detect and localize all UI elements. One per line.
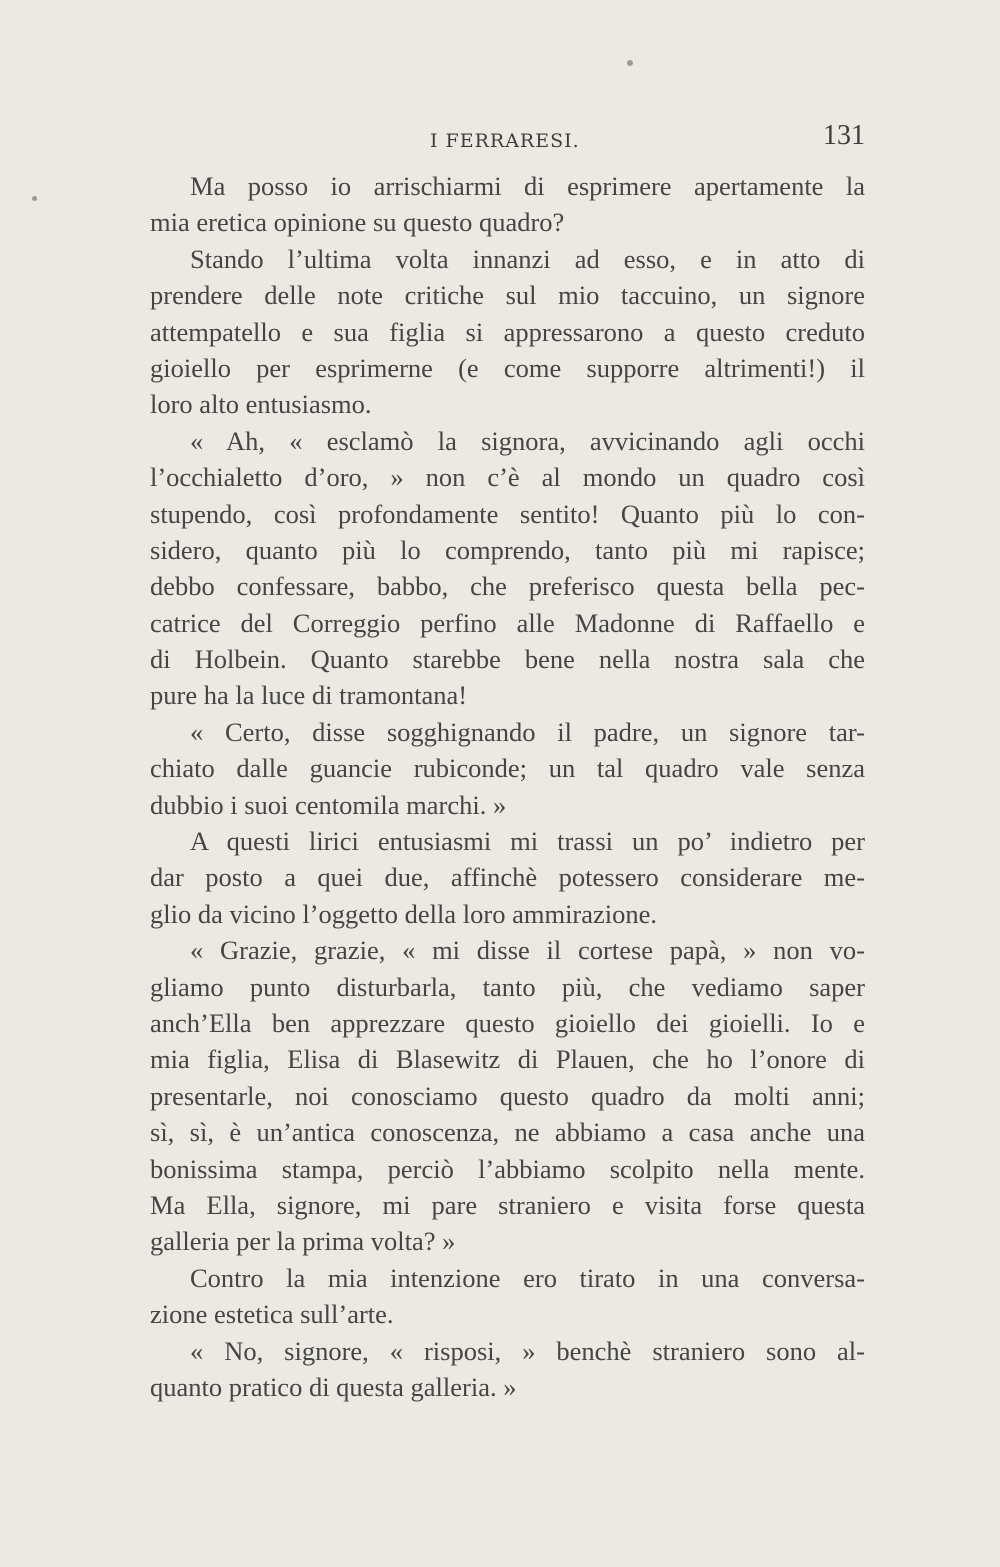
text-line: debbo confessare, babbo, che preferisco questa bella pec- bbox=[150, 571, 865, 602]
body-text bbox=[150, 168, 865, 1405]
text-line: anch’Ella ben apprezzare questo gioiello dei gioielli. Io e bbox=[150, 1007, 865, 1038]
text-line: catrice del Correggio perfino alle Madonne di Raffaello e bbox=[150, 607, 865, 638]
text-line: sì, sì, è un’antica conoscenza, ne abbiamo a casa anche una bbox=[150, 1117, 865, 1148]
text-line: pure ha la luce di tramontana! bbox=[150, 680, 468, 711]
text-line: stupendo, così profondamente sentito! Quanto più lo con- bbox=[150, 498, 865, 529]
text-line: Ma posso io arrischiarmi di esprimere apertamente la bbox=[190, 171, 865, 201]
text-line: bonissima stampa, perciò l’abbiamo scolpito nella mente. bbox=[150, 1153, 865, 1184]
text-line: Ma Ella, signore, mi pare straniero e visita forse questa bbox=[150, 1189, 865, 1220]
ink-speck bbox=[32, 196, 37, 201]
text-line: quanto pratico di questa galleria. » bbox=[150, 1371, 517, 1402]
text-line: zione estetica sull’arte. bbox=[150, 1299, 394, 1330]
text-line: Contro la mia intenzione ero tirato in una conversa- bbox=[190, 1262, 865, 1293]
page-header bbox=[150, 120, 865, 156]
text-line: gliamo punto disturbarla, tanto più, che vediamo saper bbox=[150, 971, 865, 1002]
text-line: sidero, quanto più lo comprendo, tanto più mi rapisce; bbox=[150, 534, 865, 565]
text-line: prendere delle note critiche sul mio taccuino, un signore bbox=[150, 280, 865, 311]
running-title: I FERRARESI. bbox=[430, 130, 580, 152]
text-line: glio da vicino l’oggetto della loro ammirazione. bbox=[150, 898, 658, 929]
text-line: « Ah, « esclamò la signora, avvicinando agli occhi bbox=[190, 425, 865, 456]
text-line: presentarle, noi conosciamo questo quadro da molti anni; bbox=[150, 1080, 865, 1111]
text-line: Stando l’ultima volta innanzi ad esso, e in atto di bbox=[190, 243, 865, 274]
text-line: chiato dalle guancie rubiconde; un tal quadro vale senza bbox=[150, 753, 865, 784]
text-line: mia eretica opinione su questo quadro? bbox=[150, 207, 565, 238]
text-line: gioiello per esprimerne (e come supporre altrimenti!) il bbox=[150, 352, 865, 383]
text-line: mia figlia, Elisa di Blasewitz di Plauen, che ho l’onore di bbox=[150, 1044, 865, 1075]
text-line: l’occhialetto d’oro, » non c’è al mondo un quadro così bbox=[150, 462, 865, 493]
ink-speck bbox=[627, 60, 633, 66]
text-line: galleria per la prima volta? » bbox=[150, 1226, 456, 1257]
text-line: di Holbein. Quanto starebbe bene nella nostra sala che bbox=[150, 644, 865, 675]
text-line: dubbio i suoi centomila marchi. » bbox=[150, 789, 507, 820]
text-line: attempatello e sua figlia si appressarono a questo creduto bbox=[150, 316, 865, 347]
text-line: A questi lirici entusiasmi mi trassi un po’ indietro per bbox=[190, 826, 865, 857]
text-line: « No, signore, « risposi, » benchè straniero sono al- bbox=[190, 1335, 865, 1366]
text-line: « Certo, disse sogghignando il padre, un signore tar- bbox=[190, 716, 865, 747]
text-line: dar posto a quei due, affinchè potessero considerare me- bbox=[150, 862, 865, 893]
text-line: « Grazie, grazie, « mi disse il cortese papà, » non vo- bbox=[190, 935, 865, 966]
text-line: loro alto entusiasmo. bbox=[150, 389, 372, 420]
page-number: 131 bbox=[823, 120, 865, 151]
